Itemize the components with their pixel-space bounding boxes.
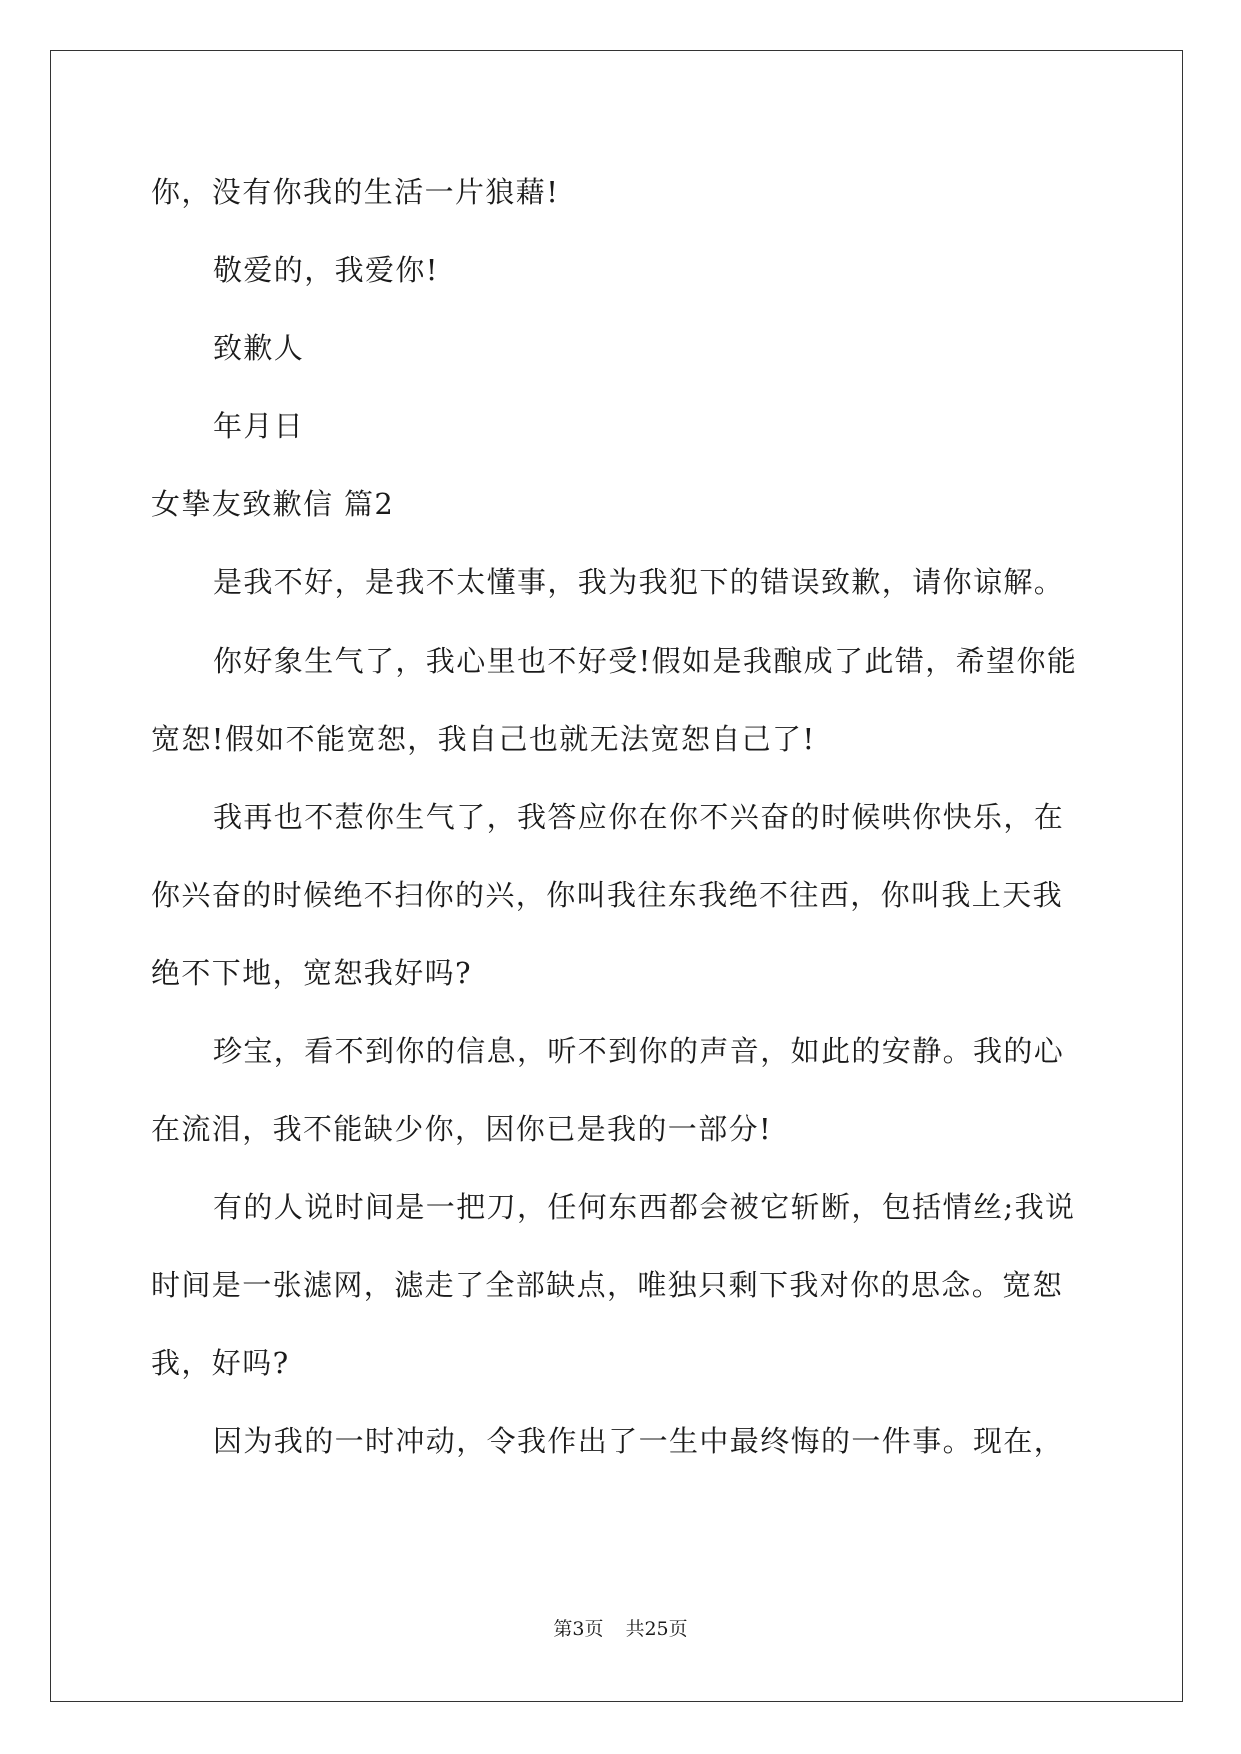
text-line: 我，好吗? (151, 1346, 290, 1380)
text-line: 你，没有你我的生活一片狼藉! (151, 175, 560, 209)
text-line: 你兴奋的时候绝不扫你的兴，你叫我往东我绝不往西，你叫我上天我 (151, 878, 1064, 912)
text-line: 致歉人 (213, 331, 305, 365)
section-heading: 女挚友致歉信 篇2 (151, 487, 395, 521)
text-line: 有的人说时间是一把刀，任何东西都会被它斩断，包括情丝;我说 (213, 1190, 1076, 1224)
text-line: 年月日 (213, 409, 305, 443)
text-line: 宽恕!假如不能宽恕，我自己也就无法宽恕自己了! (151, 722, 816, 756)
text-line: 珍宝，看不到你的信息，听不到你的声音，如此的安静。我的心 (213, 1034, 1065, 1068)
text-line: 你好象生气了，我心里也不好受!假如是我酿成了此错，希望你能 (213, 644, 1078, 678)
text-line: 因为我的一时冲动，令我作出了一生中最终悔的一件事。现在， (213, 1424, 1065, 1458)
page-number: 第3页 (553, 1618, 604, 1640)
text-line: 敬爱的，我爱你! (213, 253, 439, 287)
text-line: 是我不好，是我不太懂事，我为我犯下的错误致歉，请你谅解。 (213, 565, 1065, 599)
text-line: 在流泪，我不能缺少你，因你已是我的一部分! (151, 1112, 773, 1146)
text-line: 我再也不惹你生气了，我答应你在你不兴奋的时候哄你快乐，在 (213, 800, 1065, 834)
page-total: 共25页 (625, 1618, 688, 1640)
page-footer (0, 1617, 1241, 1641)
text-line: 绝不下地，宽恕我好吗? (151, 956, 472, 990)
text-line: 时间是一张滤网，滤走了全部缺点，唯独只剩下我对你的思念。宽恕 (151, 1268, 1064, 1302)
